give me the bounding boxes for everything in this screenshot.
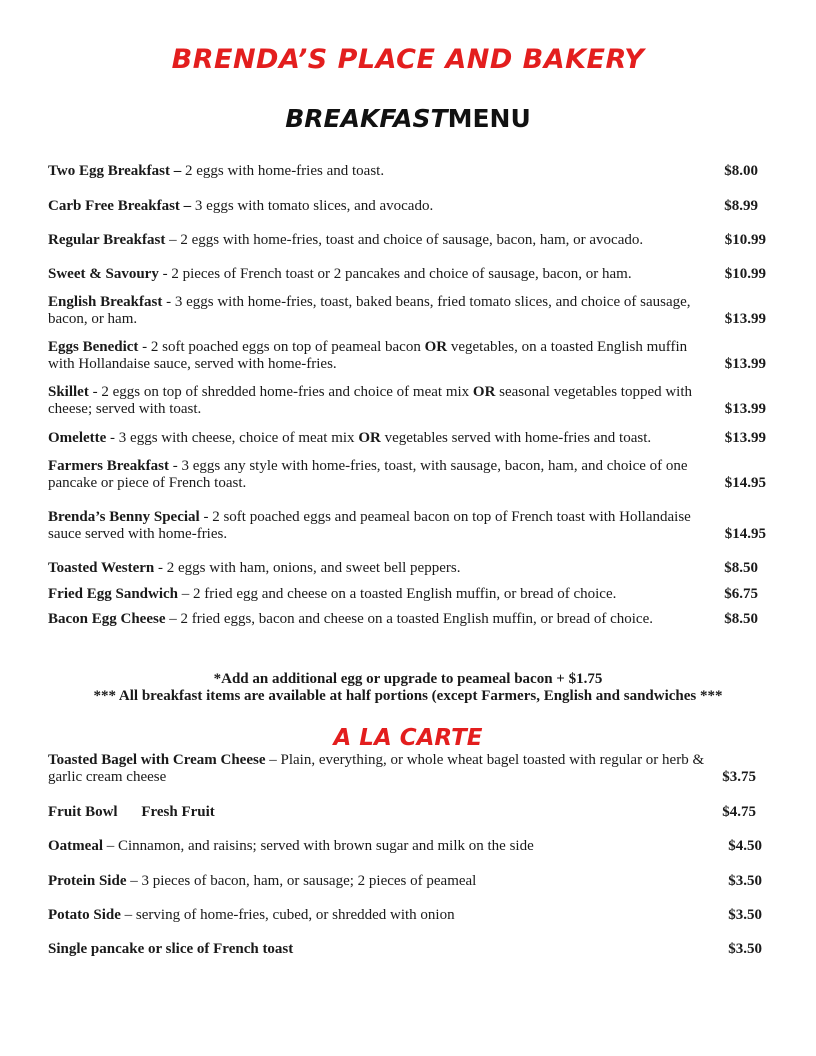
- item-description-cont: pancake or piece of French toast.: [48, 475, 247, 491]
- or-keyword: OR: [424, 339, 448, 355]
- item-separator: -: [158, 266, 172, 282]
- item-price: $8.50: [724, 611, 758, 627]
- item-description: 2 eggs with home-fries, toast and choice of sausage, bacon, ham, or avocado.: [180, 232, 644, 248]
- item-price: $10.99: [724, 266, 766, 282]
- item-description: 3 pieces of bacon, ham, or sausage; 2 pieces of peameal: [141, 873, 477, 889]
- item-description: 2 eggs with ham, onions, and sweet bell peppers.: [166, 560, 461, 576]
- menu-item-regular-breakfast: [48, 232, 766, 249]
- item-name: Carb Free Breakfast: [48, 198, 180, 214]
- menu-item-toasted-bagel: [48, 752, 764, 786]
- item-separator: -: [168, 458, 182, 474]
- item-price: $10.99: [724, 232, 766, 248]
- item-price: $8.50: [724, 560, 758, 576]
- item-description-cont: sauce served with home-fries.: [48, 526, 228, 542]
- item-separator: –: [169, 163, 185, 179]
- menu-item-brendas-benny-special: [48, 509, 766, 543]
- item-description-cont: cheese; served with toast.: [48, 401, 202, 417]
- item-separator: –: [126, 873, 142, 889]
- menu-item-protein-side: [48, 873, 764, 890]
- item-price: $3.50: [728, 941, 762, 957]
- item-separator: –: [178, 586, 194, 602]
- subtitle-menu: MENU: [447, 104, 531, 133]
- menu-item-omelette: [48, 430, 766, 447]
- menu-item-eggs-benedict: [48, 339, 766, 373]
- item-price: $13.99: [724, 401, 766, 417]
- item-name: Two Egg Breakfast: [48, 163, 170, 179]
- item-name: Eggs Benedict: [48, 339, 139, 355]
- item-description: 2 fried egg and cheese on a toasted English muffin, or bread of choice.: [193, 586, 617, 602]
- menu-notes: [0, 671, 816, 705]
- menu-item-toasted-western: [48, 560, 766, 577]
- item-separator: -: [138, 339, 151, 355]
- menu-item-oatmeal: [48, 838, 764, 855]
- item-description: 2 fried eggs, bacon and cheese on a toasted English muffin, or bread of choice.: [180, 611, 653, 627]
- item-description-b: vegetables, on a toasted English muffin: [447, 339, 688, 355]
- menu-item-fried-egg-sandwich: [48, 586, 766, 603]
- item-name: Toasted Western: [48, 560, 155, 576]
- item-description: 3 eggs with tomato slices, and avocado.: [194, 198, 434, 214]
- item-name: Toasted Bagel with Cream Cheese: [48, 752, 266, 768]
- menu-item-carb-free-breakfast: [48, 198, 766, 215]
- item-price: $4.75: [722, 804, 756, 820]
- item-name: Protein Side: [48, 873, 127, 889]
- item-description: 3 eggs with cheese, choice of meat mix: [118, 430, 359, 446]
- item-description: serving of home-fries, cubed, or shredded with onion: [135, 907, 455, 923]
- or-keyword: OR: [358, 430, 381, 446]
- item-separator: -: [162, 294, 175, 310]
- item-price: $13.99: [724, 356, 766, 372]
- item-name: Oatmeal: [48, 838, 103, 854]
- item-description: 2 eggs with home-fries and toast.: [184, 163, 385, 179]
- item-description-b: seasonal vegetables topped with: [495, 384, 693, 400]
- item-description: 3 eggs with home-fries, toast, baked beans, fried tomato slices, and choice of sausage,: [174, 294, 691, 310]
- item-name: Single pancake or slice of French toast: [48, 941, 294, 957]
- item-price: $14.95: [724, 526, 766, 542]
- menu-item-skillet: [48, 384, 766, 418]
- item-separator: -: [88, 384, 102, 400]
- item-name: Fruit Bowl: [48, 804, 118, 820]
- item-price: $8.00: [724, 163, 758, 179]
- item-description: 2 eggs on top of shredded home-fries and choice of meat mix: [101, 384, 473, 400]
- item-name: Fried Egg Sandwich: [48, 586, 179, 602]
- note-half-portions: *** All breakfast items are available at half portions (except Farmers, English and sandwiches ***: [93, 688, 723, 704]
- item-price: $4.50: [728, 838, 762, 854]
- item-price: $3.75: [722, 769, 756, 785]
- item-name: Skillet: [48, 384, 89, 400]
- item-separator: –: [102, 838, 118, 854]
- menu-item-fruit-bowl: [48, 804, 764, 821]
- menu-subtitle: [0, 104, 816, 133]
- a-la-carte-title: A LA CARTE: [333, 725, 483, 751]
- item-description: 2 pieces of French toast or 2 pancakes and choice of sausage, bacon, or ham.: [171, 266, 632, 282]
- item-description-b: vegetables served with home-fries and toast.: [380, 430, 652, 446]
- item-name: Potato Side: [48, 907, 121, 923]
- note-extra-egg: *Add an additional egg or upgrade to peameal bacon + $1.75: [213, 671, 603, 687]
- item-description: Plain, everything, or whole wheat bagel toasted with regular or herb &: [280, 752, 705, 768]
- item-price: $3.50: [728, 907, 762, 923]
- menu-item-two-egg-breakfast: [48, 163, 766, 180]
- item-separator: -: [106, 430, 119, 446]
- item-separator: –: [120, 907, 136, 923]
- item-price: $6.75: [724, 586, 758, 602]
- item-price: $3.50: [728, 873, 762, 889]
- item-description: Cinnamon, and raisins; served with brown sugar and milk on the side: [117, 838, 534, 854]
- item-name: Bacon Egg Cheese: [48, 611, 166, 627]
- item-name: Regular Breakfast: [48, 232, 166, 248]
- item-name: Farmers Breakfast: [48, 458, 169, 474]
- item-price: $13.99: [724, 311, 766, 327]
- item-name: Omelette: [48, 430, 107, 446]
- or-keyword: OR: [472, 384, 496, 400]
- item-description-cont: garlic cream cheese: [48, 769, 167, 785]
- item-price: $8.99: [724, 198, 758, 214]
- item-separator: -: [199, 509, 213, 525]
- item-name-secondary: Fresh Fruit: [141, 804, 215, 820]
- item-separator: –: [165, 232, 181, 248]
- item-separator: –: [179, 198, 195, 214]
- subtitle-breakfast: BREAKFAST: [285, 104, 448, 133]
- item-name: English Breakfast: [48, 294, 163, 310]
- menu-item-farmers-breakfast: [48, 458, 766, 492]
- menu-item-potato-side: [48, 907, 764, 924]
- menu-item-sweet-savoury: [48, 266, 766, 283]
- menu-item-english-breakfast: [48, 294, 766, 328]
- item-name: Brenda’s Benny Special: [48, 509, 200, 525]
- item-price: $13.99: [724, 430, 766, 446]
- item-price: $14.95: [724, 475, 766, 491]
- item-description: 2 soft poached eggs on top of peameal bacon: [150, 339, 425, 355]
- menu-item-bacon-egg-cheese: [48, 611, 766, 628]
- menu-item-single-pancake: [48, 941, 764, 958]
- item-separator: –: [165, 611, 181, 627]
- item-description: 2 soft poached eggs and peameal bacon on top of French toast with Hollandaise: [212, 509, 691, 525]
- item-separator: -: [154, 560, 167, 576]
- item-separator: –: [265, 752, 281, 768]
- restaurant-title: BRENDA’S PLACE AND BAKERY: [171, 44, 645, 75]
- item-description-cont: bacon, or ham.: [48, 311, 138, 327]
- item-description: 3 eggs any style with home-fries, toast, with sausage, bacon, ham, and choice of one: [181, 458, 688, 474]
- item-name: Sweet & Savoury: [48, 266, 159, 282]
- item-description-cont: with Hollandaise sauce, served with home-fries.: [48, 356, 337, 372]
